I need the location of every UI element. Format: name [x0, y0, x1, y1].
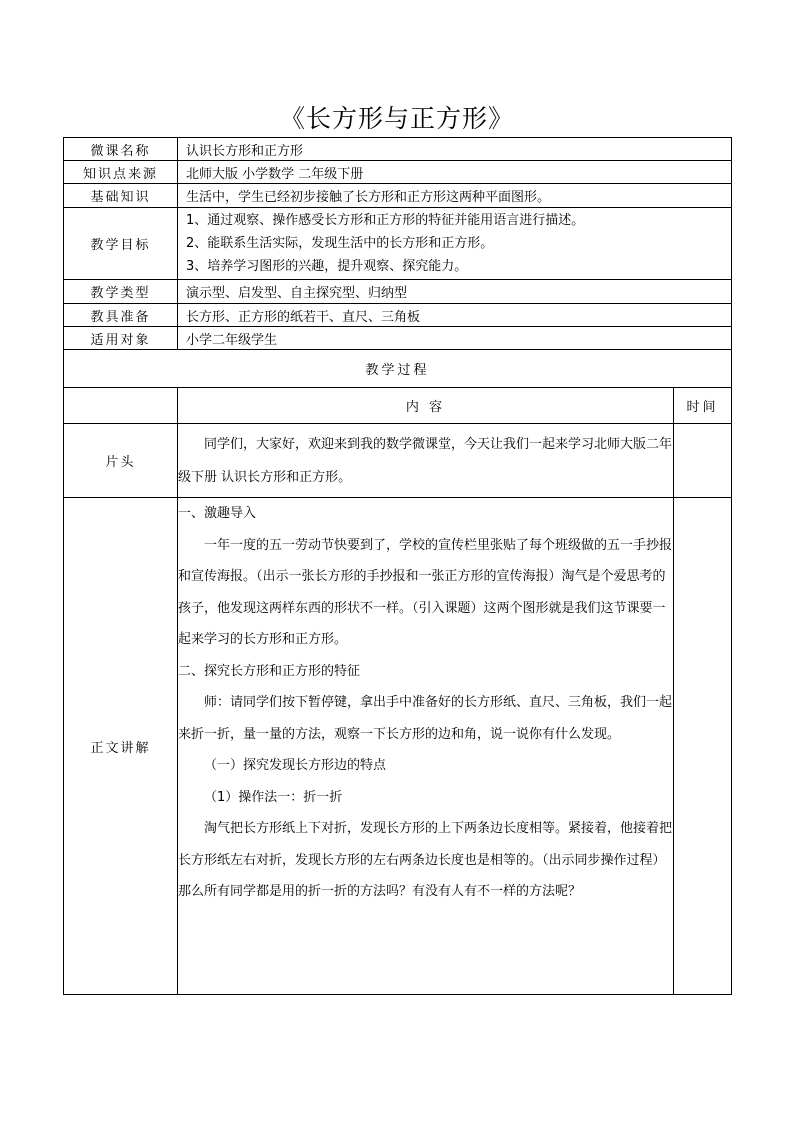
intro-time — [674, 424, 732, 498]
intro-content — [178, 424, 674, 498]
value-teaching-goals — [178, 208, 732, 280]
paragraph: 一年一度的五一劳动节快要到了，学校的宣传栏里张贴了每个班级做的五一手抄报和宣传海报。（出示一张长方形的手抄报和一张正方形的宣传海报）淘气是个爱思考的孩子，他发现这两样东西的形状不一样。（引入课题）这两个图形就是我们这节课要一起来学习的长方形和正方形。 — [178, 537, 673, 647]
label-teaching-aids: 教具准备 — [64, 304, 178, 327]
intro-text: 同学们，大家好，欢迎来到我的数学微课堂，今天让我们一起来学习北师大版二年级下册 认识长方形和正方形。 — [178, 436, 673, 485]
section-heading: 一、激趣导入 — [178, 506, 257, 521]
value-teaching-aids: 长方形、正方形的纸若干、直尺、三角板 — [178, 304, 732, 327]
value-course-name: 认识长方形和正方形 — [178, 138, 732, 161]
label-course-name: 微课名称 — [64, 138, 178, 161]
label-target-audience: 适用对象 — [64, 327, 178, 350]
process-title: 教学过程 — [64, 350, 732, 388]
goal-item: 2、能联系生活实际，发现生活中的长方形和正方形。 — [186, 236, 494, 251]
value-target-audience: 小学二年级学生 — [178, 327, 732, 350]
row-target-audience — [64, 327, 732, 350]
row-basic-knowledge — [64, 184, 732, 208]
document-title: 《长方形与正方形》 — [279, 104, 514, 133]
row-intro — [64, 424, 732, 498]
empty-header-cell — [64, 388, 178, 424]
content-header: 内 容 — [178, 388, 674, 424]
subsection-heading: （1）操作法一：折一折 — [204, 789, 343, 805]
row-content-header — [64, 388, 732, 424]
time-header: 时间 — [674, 388, 732, 424]
paragraph: 师：请同学们按下暂停键，拿出手中准备好的长方形纸、直尺、三角板，我们一起来折一折，量一量的方法，观察一下长方形的边和角，说一说你有什么发现。 — [178, 695, 673, 742]
main-time — [674, 498, 732, 995]
row-process-title — [64, 350, 732, 388]
row-course-name — [64, 138, 732, 161]
goal-item: 3、培养学习图形的兴趣，提升观察、探究能力。 — [186, 259, 468, 274]
main-content — [178, 498, 674, 995]
label-teaching-goals: 教学目标 — [64, 208, 178, 280]
row-knowledge-source — [64, 161, 732, 184]
subsection-heading: （一）探究发现长方形边的特点 — [204, 758, 387, 773]
lesson-plan-table — [63, 137, 732, 995]
value-teaching-type: 演示型、启发型、自主探究型、归纳型 — [178, 280, 732, 304]
value-knowledge-source: 北师大版 小学数学 二年级下册 — [178, 161, 732, 184]
label-teaching-type: 教学类型 — [64, 280, 178, 304]
label-main: 正文讲解 — [64, 498, 178, 995]
row-teaching-aids — [64, 304, 732, 327]
goal-item: 1、通过观察、操作感受长方形和正方形的特征并能用语言进行描述。 — [186, 213, 585, 228]
paragraph: 淘气把长方形纸上下对折，发现长方形的上下两条边长度相等。紧接着，他接着把长方形纸左右对折，发现长方形的左右两条边长度也是相等的。（出示同步操作过程）那么所有同学都是用的折一折的方法吗？有没有人有不一样的方法呢？ — [178, 821, 673, 899]
label-intro: 片头 — [64, 424, 178, 498]
label-basic-knowledge: 基础知识 — [64, 184, 178, 208]
value-basic-knowledge: 生活中，学生已经初步接触了长方形和正方形这两种平面图形。 — [178, 184, 732, 208]
section-heading: 二、探究长方形和正方形的特征 — [178, 663, 361, 679]
row-teaching-goals — [64, 208, 732, 280]
label-knowledge-source: 知识点来源 — [64, 161, 178, 184]
row-teaching-type — [64, 280, 732, 304]
row-main — [64, 498, 732, 995]
